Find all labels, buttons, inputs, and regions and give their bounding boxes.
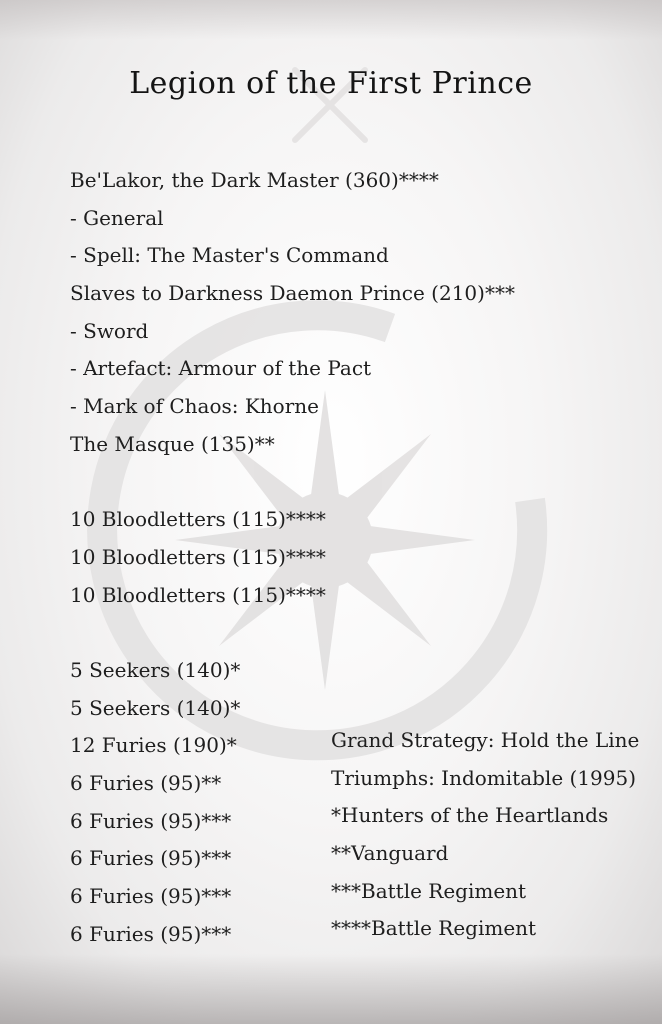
list-entry: - Artefact: Armour of the Pact bbox=[70, 356, 372, 381]
paper-edge-top bbox=[0, 0, 662, 40]
notes-list bbox=[331, 722, 639, 948]
note-footnote: *Hunters of the Heartlands bbox=[331, 803, 609, 828]
list-entry: 5 Seekers (140)* bbox=[70, 657, 241, 682]
list-entry: 6 Furies (95)** bbox=[70, 771, 222, 795]
list-spacer bbox=[70, 464, 515, 502]
paper-edge-bottom bbox=[0, 954, 662, 1024]
list-entry: 6 Furies (95)*** bbox=[70, 884, 232, 909]
list-entry: - General bbox=[70, 205, 164, 230]
note-grand-strategy: Grand Strategy: Hold the Line bbox=[331, 728, 640, 752]
list-entry: 6 Furies (95)*** bbox=[70, 808, 232, 833]
list-entry: - Spell: The Master's Command bbox=[70, 243, 389, 268]
list-entry: The Masque (135)** bbox=[70, 431, 275, 456]
list-entry: 10 Bloodletters (115)**** bbox=[70, 507, 326, 532]
list-entry: 6 Furies (95)*** bbox=[70, 846, 232, 871]
list-entry: 12 Furies (190)* bbox=[70, 733, 237, 758]
note-footnote: **Vanguard bbox=[331, 841, 449, 866]
list-entry: - Mark of Chaos: Khorne bbox=[70, 394, 320, 419]
list-entry: Be'Lakor, the Dark Master (360)**** bbox=[70, 168, 439, 192]
note-footnote: ***Battle Regiment bbox=[331, 878, 527, 903]
note-footnote: ****Battle Regiment bbox=[331, 916, 537, 941]
list-entry: 10 Bloodletters (115)**** bbox=[70, 544, 326, 569]
note-triumphs: Triumphs: Indomitable (1995) bbox=[331, 765, 637, 790]
list-entry: Slaves to Darkness Daemon Prince (210)*** bbox=[70, 281, 515, 306]
list-entry: 10 Bloodletters (115)**** bbox=[70, 582, 326, 607]
list-entry: 5 Seekers (140)* bbox=[70, 695, 241, 720]
list-spacer bbox=[70, 614, 515, 652]
list-entry: - Sword bbox=[70, 318, 149, 343]
page-title: Legion of the First Prince bbox=[129, 66, 533, 101]
list-entry: 6 Furies (95)*** bbox=[70, 921, 232, 946]
